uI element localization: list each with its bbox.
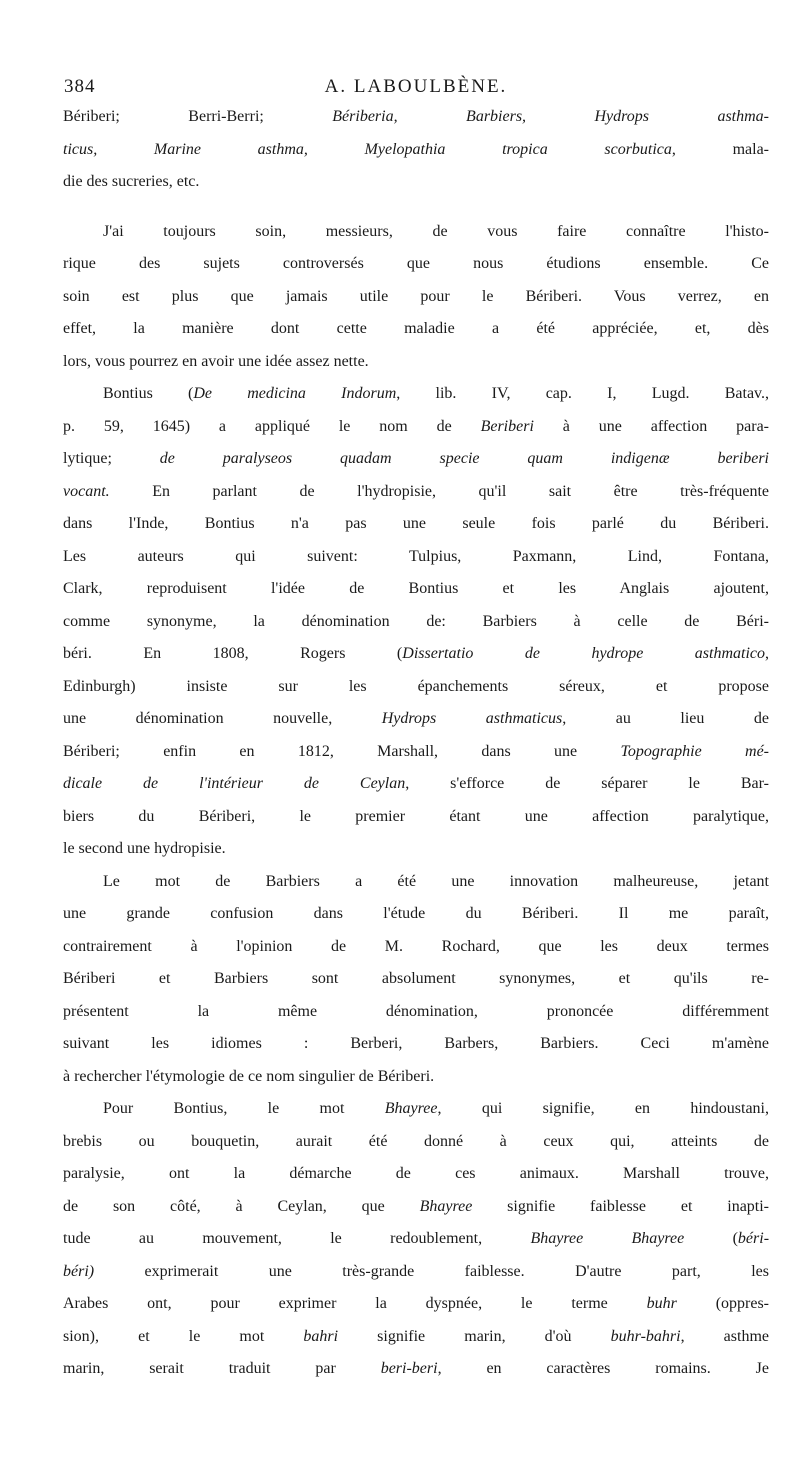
text-line: brebis ou bouquetin, aurait été donné à ceux qui, atteints de <box>63 1132 769 1150</box>
text-line: Pour Bontius, le mot Bhayree, qui signifie, en hindoustani, <box>103 1100 769 1117</box>
text-line: à rechercher l'étymologie de ce nom singulier de Bériberi. <box>63 1067 435 1085</box>
text-line: de son côté, à Ceylan, que Bhayree signifie faiblesse et inapti- <box>63 1197 769 1215</box>
text-line: Clark, reproduisent l'idée de Bontius et les Anglais ajoutent, <box>63 580 769 597</box>
text-line: vocant. En parlant de l'hydropisie, qu'il sait être très-fréquente <box>63 482 769 500</box>
text-line: die des sucreries, etc. <box>63 173 200 190</box>
text-line: Bériberi; Berri-Berri; Bériberia, Barbiers, Hydrops asthma- <box>63 108 769 125</box>
text-line: ticus, Marine asthma, Myelopathia tropica scorbutica, mala- <box>63 140 769 158</box>
text-line: Bériberi; enfin en 1812, Marshall, dans une Topographie mé- <box>63 742 769 760</box>
text-line: sion), et le mot bahri signifie marin, d'où buhr-bahri, asthme <box>63 1327 769 1345</box>
text-line: biers du Bériberi, le premier étant une affection paralytique, <box>63 807 769 825</box>
body-text <box>63 108 769 1393</box>
text-line: dicale de l'intérieur de Ceylan, s'efforce de séparer le Bar- <box>63 775 769 792</box>
text-line: le second une hydropisie. <box>63 840 226 857</box>
running-title: A. LABOULBÈNE. <box>324 76 508 97</box>
text-line: béri. En 1808, Rogers (Dissertatio de hydrope asthmatico, <box>63 645 769 662</box>
text-line: paralysie, ont la démarche de ces animaux. Marshall trouve, <box>63 1165 769 1182</box>
text-line: lytique; de paralyseos quadam specie quam indigenæ beriberi <box>63 450 769 467</box>
text-line: tude au mouvement, le redoublement, Bhayree Bhayree (béri- <box>63 1230 769 1247</box>
text-line: soin est plus que jamais utile pour le Bériberi. Vous verrez, en <box>63 287 769 305</box>
text-line: béri) exprimerait une très-grande faiblesse. D'autre part, les <box>63 1262 769 1280</box>
page-header <box>64 76 768 106</box>
text-line: p. 59, 1645) a appliqué le nom de Beriberi à une affection para- <box>63 417 769 435</box>
text-line: Edinburgh) insiste sur les épanchements séreux, et propose <box>63 677 769 695</box>
text-line: comme synonyme, la dénomination de: Barbiers à celle de Béri- <box>63 612 769 630</box>
text-line: Arabes ont, pour exprimer la dyspnée, le terme buhr (oppres- <box>63 1295 769 1312</box>
text-line: une grande confusion dans l'étude du Bériberi. Il me paraît, <box>63 905 769 922</box>
text-line: J'ai toujours soin, messieurs, de vous faire connaître l'histo- <box>103 222 769 240</box>
page-number: 384 <box>64 76 96 97</box>
text-line: suivant les idiomes : Berberi, Barbers, Barbiers. Ceci m'amène <box>63 1035 769 1052</box>
text-line: présentent la même dénomination, prononcée différemment <box>63 1002 769 1020</box>
text-line: une dénomination nouvelle, Hydrops asthmaticus, au lieu de <box>63 710 769 727</box>
text-line: effet, la manière dont cette maladie a été appréciée, et, dès <box>63 320 769 337</box>
text-line: Le mot de Barbiers a été une innovation malheureuse, jetant <box>103 872 769 890</box>
text-line: Bériberi et Barbiers sont absolument synonymes, et qu'ils re- <box>63 970 769 987</box>
text-line: rique des sujets controversés que nous étudions ensemble. Ce <box>63 255 769 272</box>
text-line: dans l'Inde, Bontius n'a pas une seule fois parlé du Bériberi. <box>63 515 769 532</box>
text-line: lors, vous pourrez en avoir une idée assez nette. <box>63 352 369 370</box>
text-line: marin, serait traduit par beri-beri, en caractères romains. Je <box>63 1360 769 1377</box>
text-line: contrairement à l'opinion de M. Rochard, que les deux termes <box>63 937 769 955</box>
text-line: Bontius (De medicina Indorum, lib. IV, cap. I, Lugd. Batav., <box>103 385 769 402</box>
text-line: Les auteurs qui suivent: Tulpius, Paxmann, Lind, Fontana, <box>63 547 769 565</box>
